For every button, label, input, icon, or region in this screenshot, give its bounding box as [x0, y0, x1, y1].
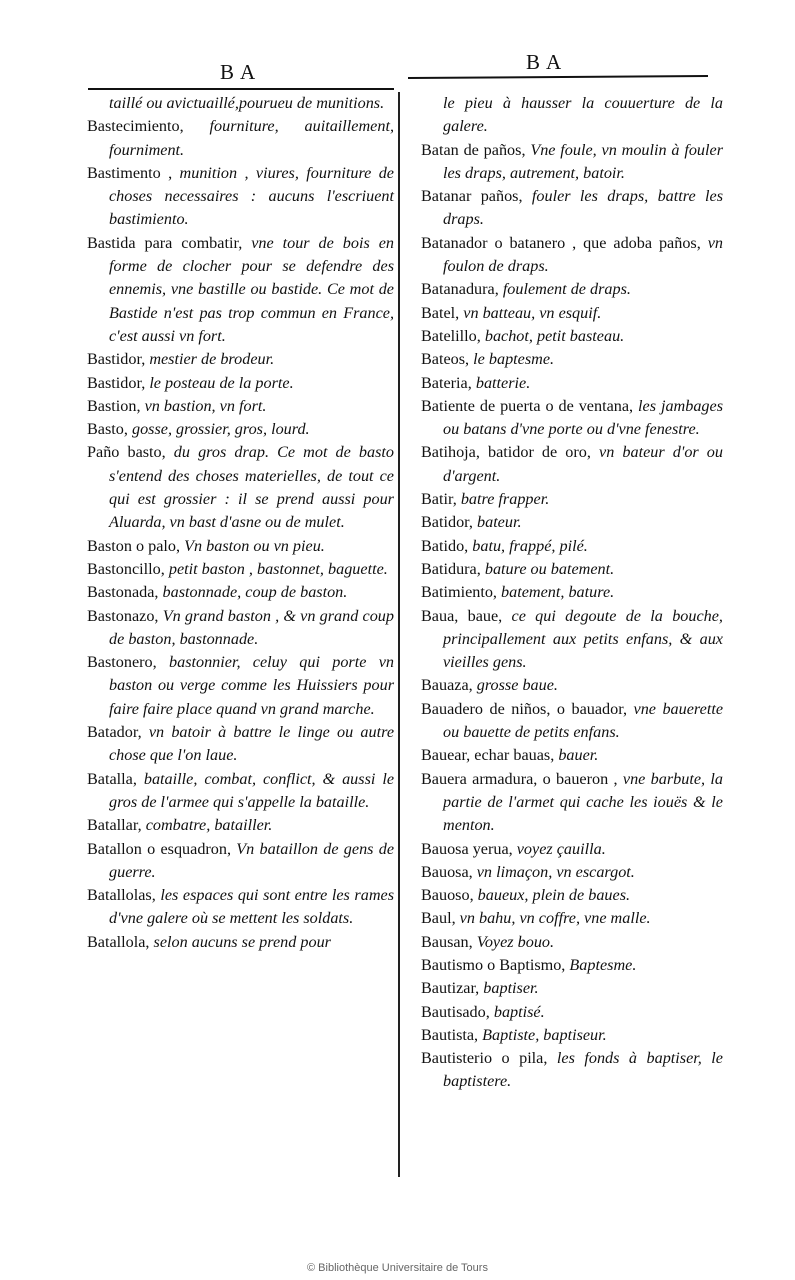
entry-translation: bature ou batement. — [484, 559, 615, 578]
dictionary-entry — [421, 535, 723, 558]
dictionary-entry — [421, 861, 723, 884]
dictionary-entry — [421, 1001, 723, 1024]
dictionary-entry — [421, 698, 723, 745]
entry-translation: baueux, plein de baues. — [477, 886, 631, 905]
entry-headword: Batalla, — [87, 769, 144, 788]
dictionary-entry — [421, 884, 723, 907]
header-rule-right — [408, 75, 708, 79]
entry-translation: vn batoir à battre le linge ou autre chose que l'on laue. — [109, 723, 395, 765]
entry-headword: Bateos, — [421, 350, 474, 369]
entry-headword: Batel, — [421, 303, 464, 322]
dictionary-entry — [87, 581, 394, 604]
entry-headword: Bautizar, — [421, 979, 484, 998]
entry-translation: Vne foule, vn moulin à fouler les draps, autrement, batoir. — [443, 140, 723, 182]
entry-translation: du gros drap. Ce mot de basto s'entend des choses materielles, de tout ce qui est grossier : il se prend aussi pour Aluarda, vn bast d'asne ou de mulet. — [109, 443, 395, 532]
entry-headword: Bautisado, — [421, 1002, 494, 1021]
dictionary-entry — [421, 488, 723, 511]
dictionary-entry — [87, 768, 394, 815]
entry-headword: Bastonero, — [87, 653, 169, 672]
entry-translation: Vn baston ou vn pieu. — [184, 536, 325, 555]
entry-translation: vn foulon de draps. — [443, 233, 723, 276]
entry-headword: Baul, — [421, 909, 460, 928]
dictionary-entry — [87, 395, 394, 418]
entry-headword: Bastidor, — [87, 373, 150, 392]
entry-translation: fouler les draps, battre les draps. — [443, 187, 723, 229]
entry-headword: Bauosa yerua, — [421, 839, 517, 858]
running-head-right: BA — [526, 50, 568, 74]
running-head-left: BA — [220, 60, 262, 84]
entry-translation: bateur. — [477, 513, 522, 532]
entry-headword: Bauadero de niños, o bauador, — [421, 699, 634, 718]
dictionary-entry — [421, 139, 723, 186]
entry-translation: les fonds à baptiser, le baptistere. — [443, 1049, 723, 1091]
entry-translation: le pieu à hausser la couuerture de la galere. — [443, 94, 723, 136]
dictionary-entry — [87, 651, 394, 721]
column-divider — [398, 92, 400, 1177]
entry-translation: Baptesme. — [569, 955, 637, 974]
entry-translation: Vn bataillon de gens de guerre. — [109, 839, 395, 881]
entry-headword: Bauosa, — [421, 862, 477, 881]
header-rule-left — [88, 88, 394, 90]
entry-translation: bataille, combat, conflict, & aussi le gros de l'armee qui s'appelle la bataille. — [109, 769, 395, 811]
right-column — [421, 92, 723, 1094]
entry-headword: Bauaza, — [421, 676, 477, 695]
entry-translation: taillé ou avictuaillé,pourueu de munitions. — [109, 94, 385, 112]
dictionary-entry — [421, 768, 723, 838]
entry-headword: Batan de paños, — [421, 140, 531, 159]
entry-headword: Batanar paños, — [421, 187, 532, 206]
dictionary-entry — [87, 605, 394, 652]
dictionary-entry — [87, 535, 394, 558]
entry-headword: Batallar, — [87, 816, 146, 835]
entry-headword: Bauoso, — [421, 886, 478, 905]
entry-headword: Batiente de puerta o de ventana, — [421, 396, 639, 415]
dictionary-entry — [421, 581, 723, 604]
entry-translation: vn bahu, vn coffre, vne malle. — [459, 909, 651, 928]
dictionary-entry — [87, 372, 394, 395]
entry-headword: Bastida para combatir, — [87, 233, 252, 252]
dictionary-entry — [421, 907, 723, 930]
entry-translation: bauer. — [558, 746, 599, 765]
dictionary-entry — [421, 605, 723, 675]
entry-translation: vn batteau, vn esquif. — [463, 303, 602, 322]
entry-headword: Bastidor, — [87, 350, 150, 369]
entry-headword: Batihoja, batidor de oro, — [421, 443, 600, 462]
dictionary-entry — [421, 232, 723, 279]
entry-translation: les jambages ou batans d'vne porte ou d'vne fenestre. — [443, 396, 723, 439]
dictionary-entry — [421, 185, 723, 232]
entry-translation: vne bauerette ou bauette de petits enfans. — [443, 699, 723, 742]
dictionary-entry — [421, 348, 723, 371]
dictionary-entry — [421, 674, 723, 697]
dictionary-entry — [87, 558, 394, 581]
entry-translation: Baptiste, baptiseur. — [482, 1025, 607, 1044]
entry-headword: Batador, — [87, 723, 149, 742]
entry-headword: Bastimento , — [87, 163, 180, 182]
entry-headword: Bausan, — [421, 932, 477, 951]
dictionary-entry — [421, 92, 723, 139]
dictionary-entry — [421, 372, 723, 395]
entry-translation: selon aucuns se prend pour — [153, 932, 331, 951]
entry-translation: petit baston , bastonnet, baguette. — [168, 559, 388, 578]
entry-translation: vn limaçon, vn escargot. — [476, 862, 635, 881]
entry-translation: batement, bature. — [501, 583, 615, 602]
dictionary-entry — [421, 931, 723, 954]
dictionary-entry — [87, 92, 394, 115]
entry-headword: Bautisterio o pila, — [421, 1049, 557, 1068]
dictionary-entry — [421, 325, 723, 348]
entry-headword: Batallola, — [87, 932, 154, 951]
entry-translation: les espaces qui sont entre les rames d'vne galere où se mettent les soldats. — [109, 886, 395, 928]
entry-headword: Batanador o batanero , que adoba paños, — [421, 233, 708, 252]
entry-translation: Voyez bouo. — [476, 932, 555, 951]
dictionary-entry — [87, 115, 394, 162]
entry-translation: ce qui degoute de la bouche, principallement aux petits enfans, & aux vieilles gens. — [443, 606, 723, 672]
entry-headword: Bastonada, — [87, 583, 163, 602]
dictionary-entry — [87, 418, 394, 441]
dictionary-entry — [87, 232, 394, 348]
entry-headword: Bauera armadura, o baueron , — [421, 769, 623, 788]
entry-translation: fourniture, auitaillement, fourniment. — [109, 117, 394, 159]
entry-headword: Bateria, — [421, 373, 476, 392]
dictionary-entry — [87, 838, 394, 885]
entry-headword: Batir, — [421, 490, 461, 509]
entry-translation: vne tour de bois en forme de clocher pour se defendre des ennemis, vne bastille ou bastide. Ce mot de Bastide n'est pas trop commun en France, c'est aussi vn fort. — [109, 233, 394, 345]
entry-headword: Baua, baue, — [421, 606, 512, 625]
entry-headword: Batidura, — [421, 559, 485, 578]
dictionary-entry — [87, 884, 394, 931]
dictionary-entry — [421, 395, 723, 442]
dictionary-entry — [87, 348, 394, 371]
dictionary-entry — [87, 162, 394, 232]
entry-translation: mestier de brodeur. — [149, 350, 275, 369]
entry-headword: Batido, — [421, 536, 473, 555]
entry-headword: Bautismo o Baptismo, — [421, 955, 570, 974]
entry-headword: Batidor, — [421, 513, 477, 532]
entry-translation: foulement de draps. — [502, 280, 631, 299]
dictionary-entry — [421, 302, 723, 325]
entry-translation: batterie. — [475, 373, 531, 392]
entry-headword: Bastecimiento, — [87, 117, 210, 136]
entry-headword: Bautista, — [421, 1025, 483, 1044]
entry-translation: Vn grand baston , & vn grand coup de baston, bastonnade. — [109, 606, 394, 648]
dictionary-entry — [421, 977, 723, 1000]
entry-translation: le posteau de la porte. — [149, 373, 294, 392]
entry-translation: munition , viures, fourniture de choses necessaires : aucuns l'escriuent bastimiento. — [109, 163, 394, 229]
entry-translation: vn bateur d'or ou d'argent. — [443, 443, 723, 485]
dictionary-entry — [421, 511, 723, 534]
entry-translation: combatre, batailler. — [145, 816, 273, 835]
dictionary-entry — [421, 1047, 723, 1094]
entry-translation: batu, frappé, pilé. — [472, 536, 588, 555]
entry-headword: Batallolas, — [87, 886, 161, 905]
entry-translation: vne barbute, la partie de l'armet qui cache les iouës & le menton. — [443, 769, 723, 835]
entry-translation: gosse, grossier, gros, lourd. — [131, 420, 310, 439]
entry-headword: Paño basto, — [87, 443, 174, 462]
dictionary-entry — [421, 744, 723, 767]
dictionary-entry — [421, 278, 723, 301]
library-credit: © Bibliothèque Universitaire de Tours — [307, 1262, 488, 1274]
entry-translation: grosse baue. — [476, 676, 558, 695]
dictionary-entry — [421, 838, 723, 861]
entry-headword: Batelillo, — [421, 326, 485, 345]
entry-translation: batre frapper. — [460, 490, 550, 509]
entry-translation: vn bastion, vn fort. — [144, 396, 267, 415]
dictionary-entry — [421, 954, 723, 977]
entry-translation: bastonnier, celuy qui porte vn baston ou verge comme les Huissiers pour faire faire place quand vn grand marche. — [109, 653, 395, 718]
entry-headword: Bastoncillo, — [87, 559, 169, 578]
dictionary-entry — [87, 721, 394, 768]
entry-headword: Batallon o esquadron, — [87, 839, 237, 858]
dictionary-entry — [421, 558, 723, 581]
left-column — [87, 92, 394, 954]
dictionary-entry — [87, 441, 394, 534]
dictionary-entry — [421, 441, 723, 488]
entry-headword: Basto, — [87, 420, 132, 439]
entry-translation: bastonnade, coup de baston. — [162, 583, 348, 602]
dictionary-entry — [87, 931, 394, 954]
entry-translation: voyez çauilla. — [516, 839, 606, 858]
entry-headword: Bauear, echar bauas, — [421, 746, 559, 765]
entry-headword: Baston o palo, — [87, 536, 185, 555]
entry-headword: Bastonazo, — [87, 606, 163, 625]
dictionary-entry — [421, 1024, 723, 1047]
entry-headword: Batimiento, — [421, 583, 502, 602]
entry-headword: Batanadura, — [421, 280, 503, 299]
entry-headword: Bastion, — [87, 396, 145, 415]
entry-translation: baptisé. — [493, 1002, 545, 1021]
entry-translation: baptiser. — [483, 979, 539, 998]
entry-translation: bachot, petit basteau. — [484, 326, 625, 345]
entry-translation: le baptesme. — [473, 350, 555, 369]
dictionary-entry — [87, 814, 394, 837]
